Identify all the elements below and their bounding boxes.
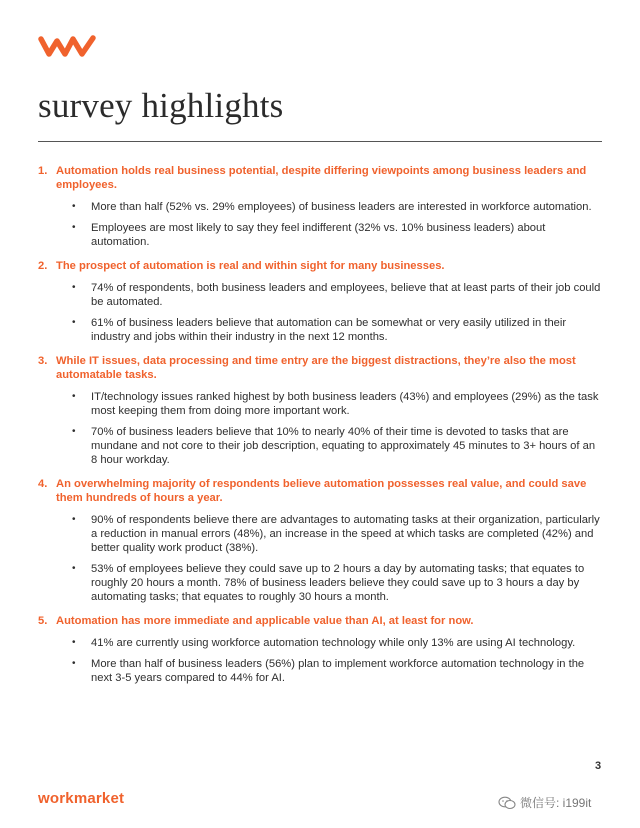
bullet-text: 70% of business leaders believe that 10% to nearly 40% of their time is devoted to tasks that are mundane and not core to their job description, equating to approximately 45 minutes to 3+ hours of an 8 hour workday.: [91, 426, 596, 466]
highlight-number: 3.: [38, 355, 48, 367]
bullet-text: 53% of employees believe they could save up to 2 hours a day by automating tasks; that equates to roughly 20 hours a month. 78% of business leaders believe they could save up to 3 hours a day by automating tasks; that equates to roughly 30 hours a month.: [91, 563, 585, 603]
brand-work-text: work: [38, 790, 74, 807]
bullet-dot-icon: •: [72, 222, 76, 233]
wechat-icon: [498, 796, 516, 810]
highlight-item: [38, 354, 604, 467]
highlight-heading-text: An overwhelming majority of respondents believe automation possesses real value, and could save them hundreds of hours a year.: [56, 478, 587, 504]
bullet-dot-icon: •: [72, 658, 76, 669]
bullet-dot-icon: •: [72, 637, 76, 648]
highlights-list: [38, 164, 604, 695]
bullet-dot-icon: •: [72, 391, 76, 402]
bullet-list: [38, 200, 604, 249]
bullet-text: 41% are currently using workforce automation technology while only 13% are using AI technology.: [91, 637, 576, 649]
bullet-list: [38, 281, 604, 344]
highlight-heading: [38, 259, 604, 273]
bullet-dot-icon: •: [72, 317, 76, 328]
bullet-text: More than half (52% vs. 29% employees) of business leaders are interested in workforce automation.: [91, 201, 592, 213]
bullet-text: 61% of business leaders believe that automation can be somewhat or very easily utilized in their industry and jobs within their industry in the next 12 months.: [91, 317, 567, 343]
bullet-dot-icon: •: [72, 201, 76, 212]
bullet-text: 74% of respondents, both business leaders and employees, believe that at least parts of their job could be automated.: [91, 282, 601, 308]
wm-logo-icon: [38, 34, 96, 58]
bullet-dot-icon: •: [72, 282, 76, 293]
bullet-dot-icon: •: [72, 563, 76, 574]
bullet-item: [72, 200, 604, 214]
bullet-item: [72, 281, 604, 309]
title-divider: [38, 141, 602, 142]
bullet-text: 90% of respondents believe there are advantages to automating tasks at their organization, particularly a reduction in manual errors (48%), an increase in the speed at which tasks are completed (42%) and better quality work product (38%).: [91, 514, 600, 554]
highlight-item: [38, 164, 604, 249]
bullet-item: [72, 562, 604, 604]
bullet-text: More than half of business leaders (56%) plan to implement workforce automation technology in the next 3-5 years compared to 44% for AI.: [91, 658, 585, 684]
watermark: [498, 794, 591, 811]
bullet-list: [38, 513, 604, 604]
watermark-text: 微信号: i199it: [520, 796, 592, 810]
bullet-item: [72, 221, 604, 249]
bullet-text: IT/technology issues ranked highest by both business leaders (43%) and employees (29%) as the task most keeping them from doing more important work.: [91, 391, 599, 417]
highlight-number: 1.: [38, 165, 48, 177]
bullet-dot-icon: •: [72, 426, 76, 437]
bullet-item: [72, 316, 604, 344]
highlight-item: [38, 614, 604, 685]
highlight-heading-text: Automation holds real business potential, despite differing viewpoints among business leaders and employees.: [56, 165, 587, 191]
highlight-item: [38, 477, 604, 604]
bullet-list: [38, 390, 604, 467]
highlight-heading-text: While IT issues, data processing and time entry are the biggest distractions, they’re also the most automatable tasks.: [56, 355, 576, 381]
highlight-heading-text: Automation has more immediate and applicable value than AI, at least for now.: [56, 615, 474, 627]
bullet-list: [38, 636, 604, 685]
highlight-number: 2.: [38, 260, 48, 272]
bullet-dot-icon: •: [72, 514, 76, 525]
workmarket-brand-logo: [38, 790, 124, 807]
page-number: 3: [595, 760, 602, 772]
brand-market-text: market: [73, 790, 125, 807]
highlight-heading: [38, 164, 604, 192]
highlight-number: 5.: [38, 615, 48, 627]
highlight-heading: [38, 354, 604, 382]
bullet-text: Employees are most likely to say they feel indifferent (32% vs. 10% business leaders) about automation.: [91, 222, 546, 248]
highlight-item: [38, 259, 604, 344]
highlight-number: 4.: [38, 478, 48, 490]
page-title: survey highlights: [38, 86, 284, 125]
bullet-item: [72, 657, 604, 685]
highlight-heading: [38, 477, 604, 505]
highlight-heading: [38, 614, 604, 628]
bullet-item: [72, 425, 604, 467]
bullet-item: [72, 636, 604, 650]
bullet-item: [72, 390, 604, 418]
bullet-item: [72, 513, 604, 555]
highlight-heading-text: The prospect of automation is real and within sight for many businesses.: [56, 260, 445, 272]
